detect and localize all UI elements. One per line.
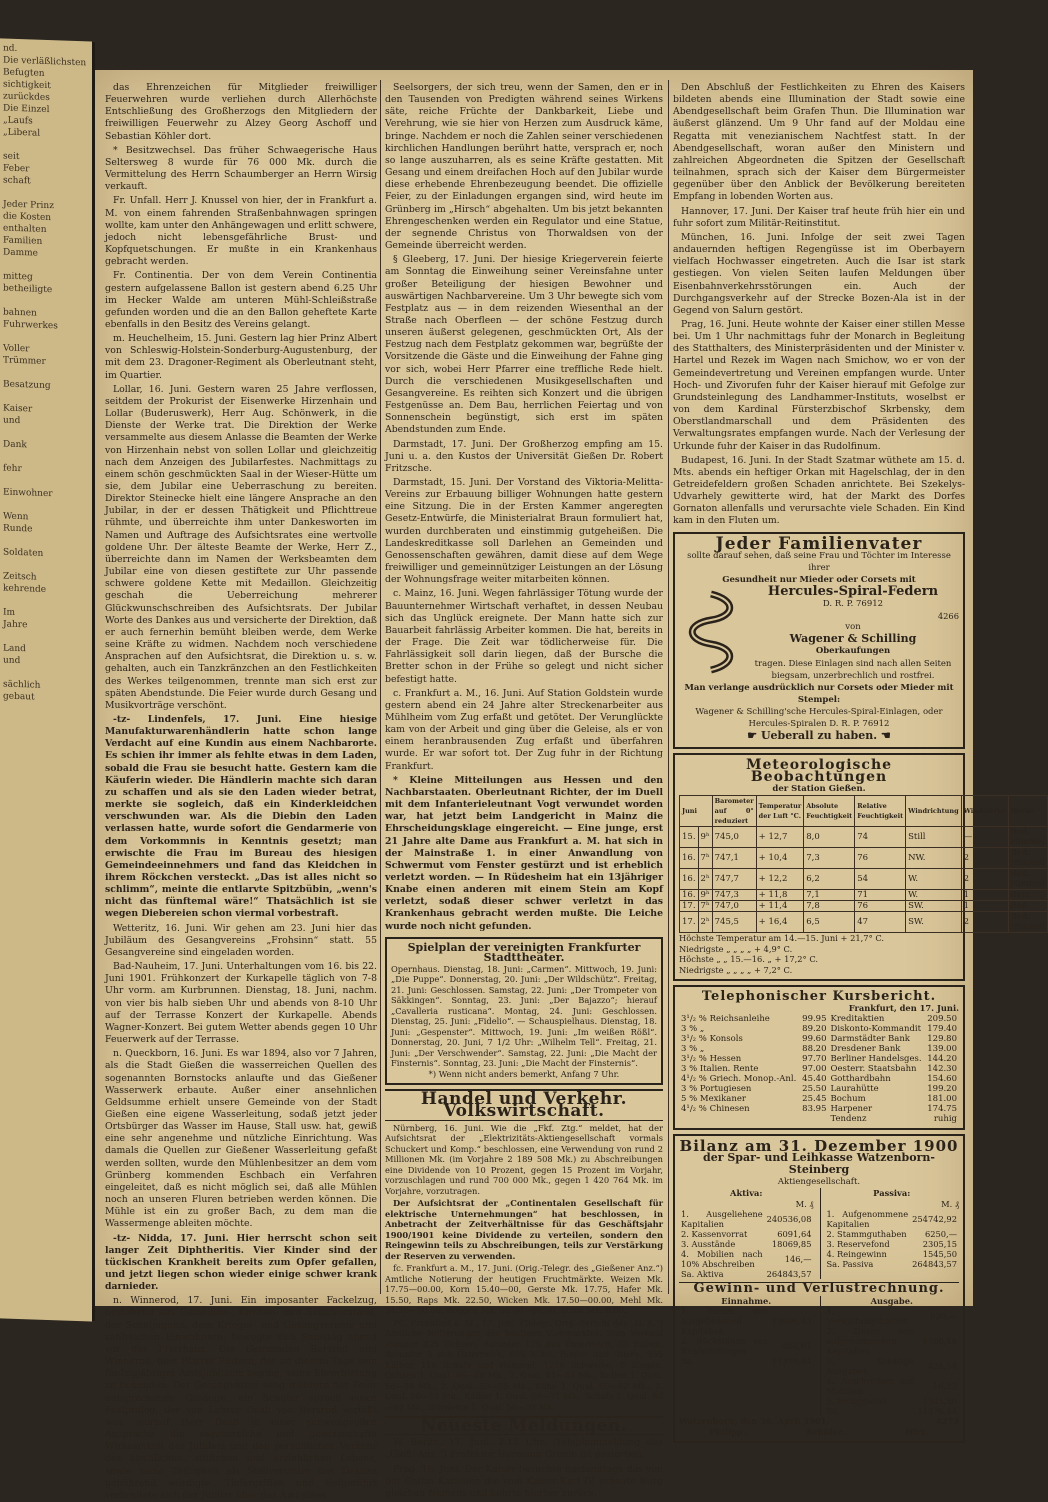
aktiva-column	[679, 1188, 814, 1279]
weather-cell: 747,0	[712, 901, 756, 912]
weather-row	[680, 848, 1048, 869]
passiva-amount: 2305,15	[922, 1239, 957, 1250]
weather-cell: 745,5	[712, 912, 756, 933]
column-rule	[380, 80, 381, 1294]
aktiva-row	[679, 1269, 814, 1279]
stock-name: 3 % „	[681, 1043, 705, 1054]
einnahme-row	[679, 1356, 814, 1366]
article-paragraph: Seelsorgers, der sich treu, wenn der Samen, den er in den Tausenden von Predigten während seines Wirkens säte, reiche Früchte der Dankbarkeit, Liebe und Verehrung, wie sie hier von Herzen zum Ausdruck käme, bringe. Nachdem er noch die Zahlen seiner verschiedenen kirchlichen Handlungen berührt hatte, versprach er, noch so lange auszuharren, als es seine Kräfte gestatten. Mit Gesang und einem dreifachen Hoch auf den Jubilar wurde diese erhebende Ehrenbezeugung beendet. Die offizielle Feier, zu der Einladungen ergangen sind, wird heute im Grünberg im „Hirsch“ abgehalten. Um bis jetzt bekannten Ehrengeschenken werden ein Regulator und eine Statue, der segnende Christus von Thorwaldsen von der Gemeinde überreicht werden.	[385, 82, 663, 252]
stock-value: 209.50	[927, 1013, 957, 1024]
stock-name: Bochum	[830, 1093, 866, 1104]
column-rule	[668, 80, 669, 1294]
ad-patent: D. R. P. 76912	[822, 599, 884, 610]
aktiva-row	[679, 1239, 814, 1249]
profit-loss-title: Gewinn- und Verlustrechnung.	[679, 1282, 959, 1295]
stock-value: 199.20	[927, 1083, 957, 1094]
article-paragraph: n. Winnerod, 17. Juni. Ein imposanter Fackelzug, bestehend aus Gemeinde-, Kirchen- und Schulvorstand, der Schuljugend, dem Krieger- und Gesangvereine und zahlreichen Einwohnern, bewegte sich Samstag abend vor das Pfarrhaus. Die Gemeinden Bersrod und Winnerod, dem Pfarrer Rüdsen, der an diesem Tage sein fünfzigjähriges Amtsjubiläum beging, seine Ehrerbietung zu bekunden. Der Gesangverein sang mehrere der Feier entsprechende Gesänge, ein Schüler sprach einen Festprolog, der von Lehrer Daab von Bersrod verfaßt war, worauf Herr Daab in einer schwungvollen Ansprache die segensreiche und gewissenhafte Wirksamkeit des Jubilars und den persönlichen Verkehr des kirchlichen, sittlichen und erziehlichen Lebens, sowie seine Thätigkeit als Stellvertreter des Dekans gebührend würdigte. Tiefergriffen und tiefgerührt verbreitete sich der Jubilar über das Amt eines	[105, 1295, 377, 1501]
weather-cell: W.	[906, 869, 962, 890]
weather-header-cell: Relative Feuchtigkeit	[855, 796, 906, 827]
weather-cell: NW.	[906, 848, 962, 869]
weather-cell: 8,0	[804, 827, 855, 848]
weather-row	[680, 869, 1048, 890]
weather-row	[680, 901, 1048, 912]
stock-name: 5 % Mexikaner	[681, 1093, 746, 1104]
aktiva-label: 1. Ausgeliehene Kapitalien	[681, 1209, 763, 1230]
trade-paragraph: FC. Frankfurt a. M., 17. Juni. (Telegr. Orig.-Bericht des „G. A.“) Amtliche Notierungen des heutigen Viehmarktes. Zum Verkauf standen 425 Ochsen, darunter 125 aus Österreich, 30 Bullen, darunter 5 aus Österreich, 605 Kühe, Rinder und Stiere, 355 Kälber, 118 Schafe und Hammel, 1226 Schweine, 0 Ziegen. Ochsen 1. Qual. 66—68 Mk., 2. Qual. 61—63 Mk., Bullen 1. Qual. 56—58 Mk., 2. Qual. 53—55 Mk., Kühe 1. Qual. 60—62 Mk., 2. Qual. 50—52 Mk., Kälber 1. Qual. 69—71 Mk., Schafe 1. Qual. 60—62 Mk., Schweine 1. Qual. 50—52 Mk.	[385, 1317, 663, 1412]
stock-value: 144.20	[927, 1053, 957, 1064]
stock-value: 142.30	[927, 1063, 957, 1074]
weather-cell: SW.	[906, 912, 962, 933]
news-section-title: Neueste Meldungen.	[385, 1416, 663, 1435]
weather-cell: 7ʰ	[698, 848, 712, 869]
einnahme-label: 1. Zinsen von ausgeliehenen Kapitalien	[681, 1306, 768, 1337]
stock-value: 139.00	[927, 1043, 957, 1054]
stock-row	[679, 1094, 959, 1104]
stock-name: Laurahütte	[830, 1083, 879, 1094]
weather-cell: 16.	[680, 869, 699, 890]
balance-subtitle: der Spar- und Leihkasse Watzenborn-Steinberg	[703, 1150, 935, 1177]
weather-cell: 2	[961, 912, 1008, 933]
ausgabe-label: 5. Reingewinn	[826, 1396, 887, 1407]
weather-cell: Bed. Himmel	[1008, 848, 1047, 869]
stock-value: 25.50	[802, 1083, 827, 1094]
weather-cell: 1	[961, 901, 1008, 912]
weather-cell: —	[961, 827, 1008, 848]
weather-row	[680, 912, 1048, 933]
passiva-label: 4. Reingewinn	[826, 1249, 887, 1260]
weather-cell: 9ʰ	[698, 827, 712, 848]
trade-section-title: Handel und Verkehr. Volkswirtschaft.	[385, 1089, 663, 1120]
weather-title: Meteorologische Beobachtungen	[745, 756, 893, 785]
weather-cell: + 12,7	[756, 827, 804, 848]
weather-header-cell: Juni	[680, 796, 713, 827]
ausgabe-row	[825, 1376, 960, 1396]
aktiva-label: Aktiva:	[730, 1188, 763, 1199]
ausgabe-label: Ausgabe.	[870, 1295, 913, 1306]
ausgabe-row	[825, 1406, 960, 1416]
theater-schedule-box	[385, 937, 663, 1086]
stock-value: 88.20	[802, 1043, 827, 1054]
stock-name: Tendenz	[830, 1113, 867, 1124]
weather-header-cell: Absolute Feuchtigkeit	[804, 796, 855, 827]
stock-name	[679, 1114, 800, 1124]
ausgabe-label: 4. Abschreiben auf Mobilien	[826, 1376, 914, 1397]
balance-number: 4273	[935, 1416, 959, 1427]
ausgabe-amount: 11370,44	[917, 1406, 957, 1417]
aktiva-amount: 6091,64	[777, 1229, 812, 1240]
weather-cell: 6,2	[804, 869, 855, 890]
profit-loss-columns	[679, 1296, 959, 1417]
article-paragraph: das Ehrenzeichen für Mitglieder freiwilliger Feuerwehren wurde verliehen durch Allerhöchste Entschließung des Großherzogs den Mitgliedern der freiwilligen Feuerwehr zu Alzey Georg Aschoff und Sebastian Köhler dort.	[105, 82, 377, 142]
stock-name: Harpener	[830, 1103, 873, 1114]
stock-value: 179.40	[927, 1023, 957, 1034]
balance-footer	[679, 1416, 959, 1427]
weather-cell: 745,0	[712, 827, 756, 848]
weather-extreme: Niedrigste „ „ „ „ + 4,9° C.	[679, 943, 793, 954]
ad-availability: ☛ Ueberall zu haben. ☚	[747, 729, 891, 743]
aktiva-amount: 146,—	[784, 1254, 812, 1265]
aktiva-amount: 264843,57	[766, 1269, 812, 1280]
einnahme-label: 2. Rückstände von Kaufschillingen	[681, 1336, 768, 1357]
stock-value: 99.95	[802, 1013, 827, 1024]
einnahme-label: Sa.	[681, 1356, 695, 1367]
stock-report-box	[673, 985, 965, 1130]
spring-icon	[681, 590, 741, 678]
stock-name: 3¹/₂ % Hessen	[681, 1053, 742, 1064]
stock-value: 45.40	[802, 1073, 827, 1084]
article-paragraph: -tz- Lindenfels, 17. Juni. Eine hiesige Manufakturwarenhändlerin hatte schon lange Verdacht auf eine Kundin aus einem Nachbarorte. Es schien ihr immer als fehlte etwas in dem Laden, sobald die Frau sie besucht hatte. Gestern kam die Käuferin wieder. Die Händlerin machte sich daran zu schaffen und als sie den Laden wieder betrat, merkte sie sogleich, daß ein Kinderkleidchen verschwunden war. Als die Diebin den Laden verlassen hatte, wurde sofort die Gendarmerie von dem Vorkommnis in Kenntnis gesetzt; man erwischte die Frau im Bureau des hiesigen Gemeindeeinnehmers und fand das Kleidchen in ihrem Röckchen versteckt. „Das ist alles nicht so schlimm“, meinte die entlarvte Spitzbübin, „wenn's nicht das fünftemal wäre!“ Thatsächlich ist sie wegen Diebereien schon viermal vorbestraft.	[105, 713, 377, 920]
ad-line: sollte darauf sehen, daß seine Frau und Töchter im Interesse ihrer	[687, 550, 951, 573]
article-paragraph: c. Mainz, 16. Juni. Wegen fahrlässiger Tötung wurde der Bauunternehmer Wirtschaft verhaftet, in dessen Neubau sich das Unglück ereignete. Der Mann hatte sich zur Bauarbeit fahrlässig Arbeiter kommen. Die hat, bereits in der Frage. Die Zeit war tödlicherweise für. Die Fahrlässigkeit soll darin liegen, daß der Bursche die Bretter schon in der Frühe so gelegt und nicht sicher befestigt hatte.	[385, 588, 663, 685]
stock-table	[679, 1014, 959, 1124]
stock-value: ruhig	[933, 1113, 957, 1124]
weather-cell: 54	[855, 869, 906, 890]
ausgabe-label: 3. Sonstige Ausgaben	[826, 1356, 914, 1377]
stock-name: Darmstädter Bank	[830, 1033, 910, 1044]
article-paragraph: -tz- Nidda, 17. Juni. Hier herrscht schon seit langer Zeit Diphtheritis. Vier Kinder sind der tückischen Krankheit bereits zum Opfer gefallen, und jetzt liegen schon wieder einige schwer krank darnieder.	[105, 1232, 377, 1293]
stock-row	[679, 1054, 959, 1064]
stock-name: Gotthardbahn	[830, 1073, 891, 1084]
passiva-row	[825, 1229, 960, 1239]
adjacent-page-text: nd. Die verläßlichsten Befugten sichtigkeit zurückdes Die Einzel „Laufs „Liberal seit Feber schaft Jeder Prinz die Kosten enthalten Familien Damme mitteg betheiligte bahnen Fuhrwerkes Voller Trümmer Besatzung Kaiser und Dank fehr Einwohner Wenn Runde Soldaten Zeitsch kehrende Im Jahre Land und sächlich gebaut	[3, 43, 87, 703]
aktiva-table	[679, 1209, 814, 1279]
einnahme-column	[679, 1296, 814, 1417]
stock-value: 89.20	[802, 1023, 827, 1034]
aktiva-row	[679, 1229, 814, 1239]
passiva-table	[825, 1209, 960, 1269]
ausgabe-label: 1. Verwaltungskosten	[826, 1306, 907, 1327]
aktiva-amount: 240536,08	[766, 1214, 812, 1225]
signature: Schäfer.	[806, 1426, 845, 1437]
column-1	[105, 82, 377, 1501]
stock-value: 174.75	[927, 1103, 957, 1114]
passiva-row	[825, 1259, 960, 1269]
ad-description: tragen. Diese Einlagen sind nach allen Seiten biegsam, unzerbrechlich und rostfrei.	[754, 658, 952, 681]
ad-warning: Man verlange ausdrücklich nur Corsets oder Mieder mit Stempel:	[684, 682, 954, 705]
weather-header-cell: Barometer auf 0° reduziert	[712, 796, 756, 827]
ad-vendor: Wagener & Schilling	[789, 632, 917, 646]
stock-value: 181.00	[927, 1093, 957, 1104]
stock-name: Oesterr. Staatsbahn	[830, 1063, 917, 1074]
trade-paragraph: Nürnberg, 16. Juni. Wie die „Fkf. Ztg.“ meldet, hat der Aufsichtsrat der „Elektrizitäts-Aktiengesellschaft vormals Schuckert und Komp.“ beschlossen, eine Verwendung von rund 2 Millionen Mk. (im Vorjahre 2 189 508 Mk.) zu Abschreibungen eine Dividende von 10 Prozent, gegen 15 Prozent im Vorjahr, vorzuschlagen und rund 700 000 Mk., gegen 1 420 764 Mk. im Vorjahre, vorzutragen.	[385, 1122, 663, 1196]
ad-line: Gesundheit nur Mieder oder Corsets mit	[722, 575, 916, 586]
article-paragraph: Budapest, 16. Juni. In der Stadt Szatmar wüthete am 15. d. Mts. abends ein heftiger Orkan mit Hagelschlag, der in den Getreidefeldern großen Schaden anrichtete. Bei Szekelys-Udvarhely gewitterte wird, hat der Markt des Dorfes Gornaton allenfalls und verursachte viele Schaden. Ein Kind kam in den Fluten um.	[673, 454, 965, 527]
balance-place-date: Watzenborn, den 26. April 1901.	[679, 1416, 830, 1427]
article-paragraph: * Kleine Mitteilungen aus Hessen und den Nachbarstaaten. Oberleutnant Richter, der im Duell mit dem Infanterieleutnant Vogt verwundet worden war, hat jetzt beim Landgericht in Mainz die Ehrscheidungsklage eingereicht. — Eine junge, erst 21 Jahre alte Dame aus Frankfurt a. M. hat sich in der Mainstraße 1. in einer Anwandlung von Schwermut vom Fenster gestürzt und ist erheblich verletzt worden. — In Rüdesheim hat ein 13jähriger Knabe einen anderen mit einem Stein am Kopf verletzt, sodaß dieser schwer verletzt in das Krankenhaus gebracht werden mußte. Die Leiche wurde noch nicht gefunden.	[385, 774, 663, 932]
weather-cell: 2	[961, 848, 1008, 869]
stock-name: 3¹/₂ % Konsols	[681, 1033, 743, 1044]
stock-value: 97.70	[802, 1053, 827, 1064]
stock-name: 4¹/₂ % Chinesen	[681, 1103, 750, 1114]
passiva-unit: M. ₰	[941, 1198, 959, 1209]
newspaper-page	[95, 70, 1045, 1501]
corset-advertisement	[673, 532, 965, 749]
ausgabe-label: 2. Zinsen von aufgenommenen Kapitalien	[826, 1326, 914, 1357]
ausgabe-amount: 620,—	[930, 1311, 957, 1322]
ausgabe-row	[825, 1396, 960, 1406]
ausgabe-amount: 428,54	[927, 1361, 957, 1372]
stock-row	[679, 1024, 959, 1034]
weather-cell: Bed. Himmel	[1008, 912, 1047, 933]
weather-cell: 7,8	[804, 901, 855, 912]
stock-value: 99.60	[802, 1033, 827, 1044]
weather-cell: 2ʰ	[698, 912, 712, 933]
stock-name: Kreditaktien	[830, 1013, 885, 1024]
stock-name: 3 % Portugiesen	[681, 1083, 752, 1094]
weather-cell: 7ʰ	[698, 901, 712, 912]
stock-name: Dresdener Bank	[830, 1043, 901, 1054]
weather-extreme: Höchste Temperatur am 14.—15. Juni + 21,7° C.	[679, 933, 885, 944]
stock-row	[679, 1084, 959, 1094]
ausgabe-row	[825, 1306, 960, 1326]
balance-signatures	[679, 1427, 959, 1438]
weather-cell: 1	[961, 890, 1008, 901]
article-paragraph: m. Heuchelheim, 15. Juni. Gestern lag hier Prinz Albert von Schleswig-Holstein-Sonderburg-Augustenburg, der mit dem 23. Dragoner-Regiment als Oberleutnant steht, im Quartier.	[105, 333, 377, 381]
weather-row	[680, 827, 1048, 848]
weather-cell: 71	[855, 890, 906, 901]
article-paragraph: Darmstadt, 15. Juni. Der Vorstand des Viktoria-Melitta-Vereins zur Erbauung billiger Wohnungen hatte gestern eine Sitzung. Die in der Ersten Kammer angeregten Gesetz-Entwürfe, die Ministerialrat Braun formuliert hat, wurden durchberaten und einstimmig gutgeheißen. Die Landeskreditkasse soll Darlehen an Gemeinden und Genossenschaften gewähren, damit diese auf dem Wege freiwilliger und gemeinnütziger Leistungen an der Lösung der Wohnungsfrage weiter mitarbeiten können.	[385, 477, 663, 586]
passiva-label: Sa. Passiva	[826, 1259, 874, 1270]
weather-table	[679, 795, 1048, 933]
weather-cell: Bed.	[1008, 901, 1047, 912]
passiva-label: 3. Reservefond	[826, 1239, 890, 1250]
weather-cell: Bed. Himmel	[1008, 869, 1047, 890]
passiva-label: 2. Stammguthaben	[826, 1229, 907, 1240]
weather-cell: 16.	[680, 848, 699, 869]
weather-cell: 2ʰ	[698, 869, 712, 890]
aktiva-row	[679, 1209, 814, 1229]
news-paragraph: W. Berlin, 17. Juni. 2.15 Uhr. (Telephonmeldung des „Gieß. Anz.“) Professor Hermann Grimm ist gestorben.	[385, 1437, 663, 1461]
article-paragraph: § Gleeberg, 17. Juni. Der hiesige Kriegerverein feierte am Sonntag die Einweihung seiner Vereinsfahne unter großer Beteiligung der hiesigen Bewohner und auswärtigen Nachbarvereine. Um 3 Uhr bewegte sich vom Festplatz aus — in dem reizenden Wiesenthal an der Straße nach Oberfleen — der schöne Festzug durch unseren äußerst gelegenen, geschmückten Ort, Als der Festzug nach dem Festplatz gekommen war, begrüßte der Vorsitzende die Gäste und die Einweihung der Fahne ging vor sich, wobei Herr Pfarrer eine treffliche Rede hielt. Durch die verschiedenen Musikgesellschaften und Gesangvereine. Es reihten sich Konzert und die übrigen Festgenüsse an. Dem Bau, herrlichen Feiertag und von Sonnenschein begünstigt, sich erst im späten Abendstunden zum Ende.	[385, 254, 663, 436]
article-paragraph: Lollar, 16. Juni. Gestern waren 25 Jahre verflossen, seitdem der Prokurist der Eisenwerke Hirzenhain und Lollar (Buderuswerk), Herr Aug. Schönwerk, in die Dienste der Werke trat. Die Direktion der Werke versammelte aus diesem Anlasse die Beamten der Werke von Hirzenhain nebst von sollen Lollar und gleichzeitig nach dem Anzeigen des Jubilarfestes. Nachmittags zu einem schön geschmückten Saal in der Wieser-Hütte um sie, dem Jubilar eine Ueberraschung zu bereiten. Direktor Steinecke hielt eine längere Ansprache an den Jubilar, in der er dessen Thätigkeit und Pflichttreue rühmte, und überreichte ihm unter Dankesworten im Namen und Auftrage des Aufsichtsrates eine wertvolle goldene Uhr. Der älteste Beamte der Werke, Herr Z., überreichte dann im Namen der Werksbeamten dem Jubilar eine von diesen gestiftete zur Uhr passende schwere goldene Kette mit Medaillon. Gleichzeitig geschah die Ueberreichung mehrerer Glückwunschschreiben des Aufsichtsrats. Der Jubilar Worte des Dankes aus und versicherte der Direktion, daß er auch fernerhin bemüht bleiben werde, dem Werke seine Kräfte zu widmen. Nachdem noch verschiedene Ansprachen auf den Aufsichtsrat, die Direktion u. s. w. gehalten, auch ein Tanzkränzchen an den Festlichkeiten des Werkes teilgenommen, trennte man sich erst zur späten Abendstunde. Die Feier wurde durch Gesang und Musikvorträge verschönt.	[105, 383, 377, 711]
passiva-label: 1. Aufgenommene Kapitalien	[826, 1209, 909, 1230]
passiva-amount: 264843,57	[912, 1259, 957, 1270]
passiva-row	[825, 1209, 960, 1229]
ad-brand: Hercules-Spiral-Federn	[767, 584, 939, 600]
balance-sheet-box	[673, 1134, 965, 1443]
passiva-column	[820, 1188, 960, 1279]
signature: Philipp.	[709, 1426, 746, 1437]
weather-header-cell: Temperatur der Luft °C.	[756, 796, 804, 827]
article-paragraph: n. Queckborn, 16. Juni. Es war 1894, also vor 7 Jahren, als die Stadt Gießen die wasserreichen Quellen des sogenannten Bornstocks anlaufte und das Gießener Wasserwerk erbaute. Außer einer ansehnlichen Geldsumme erhielt unsere Gemeinde von der Stadt Gießen eine eigene Wasserleitung, sodaß jetzt jeder Ortsbürger das Wasser im Hause, Stall usw. hat, gewiß eine sehr angenehme und nützliche Einrichtung. Was damals die Quellen zur Gießener Wasserleitung gefaßt werden sollten, wurde den Mühlenbesitzer an dem vom Grünberg kommenden Eschbach ein Verfahren eingeleitet, daß es nicht möglich sei, daß alle Mühlen noch an unseren Fluren betrieben werden können. Die Mühle ist ein zu großer Bach, zu dem man die Wassermenge ableiten möchte.	[105, 1048, 377, 1230]
article-paragraph: Wetteritz, 16. Juni. Wir gehen am 23. Juni hier das Jubiläum des Gesangvereins „Frohsinn“ statt. 55 Gesangvereine sind eingeladen worden.	[105, 922, 377, 958]
einnahme-row	[679, 1336, 814, 1356]
stock-row	[679, 1014, 959, 1024]
article-paragraph: Hannover, 17. Juni. Der Kaiser traf heute früh hier ein und fuhr sofort zum Militär-Reitinstitut.	[673, 205, 965, 229]
weather-header-cell: Windstärke	[961, 796, 1008, 827]
weather-cell: Bew.	[1008, 890, 1047, 901]
weather-box	[673, 753, 1045, 981]
balance-title: Bilanz am 31. Dezember 1900	[679, 1136, 959, 1155]
stock-row	[679, 1114, 959, 1124]
weather-cell: Still	[906, 827, 962, 848]
einnahme-amount: 464,01	[782, 1341, 812, 1352]
balance-subtitle-2: Aktiengesellschaft.	[777, 1177, 861, 1188]
ausgabe-amount: 8760,18	[922, 1336, 957, 1347]
stock-name: 3¹/₂ % Reichsanleihe	[681, 1013, 770, 1024]
weather-extreme: Höchste „ „ 15.—16. „ + 17,2° C.	[679, 954, 819, 965]
passiva-amount: 6250,—	[924, 1229, 957, 1240]
aktiva-label: Sa. Aktiva	[681, 1269, 724, 1280]
weather-cell: 74	[855, 827, 906, 848]
weather-cell: SW.	[906, 901, 962, 912]
article-paragraph: Fr. Unfall. Herr J. Knussel von hier, der in Frankfurt a. M. von einem fahrenden Straßenbahnwagen springen wollte, kam unter den Anhängewagen und erlitt schwere, jedoch nicht lebensgefährliche Brust- und Kopfquetschungen. Er mußte in ein Krankenhaus gebracht werden.	[105, 195, 377, 268]
stock-name: 3 % Italien. Rente	[681, 1063, 759, 1074]
weather-cell: 47	[855, 912, 906, 933]
aktiva-row	[679, 1249, 814, 1269]
weather-cell: 17.	[680, 912, 699, 933]
ausgabe-label: Sa.	[826, 1406, 840, 1417]
ad-vendor-prefix: von	[845, 622, 861, 633]
ausgabe-amount: 16,22	[933, 1381, 957, 1392]
ad-headline: Jeder Familienvater	[715, 533, 923, 554]
theater-text: Opernhaus. Dienstag, 18. Juni: „Carmen“. Mittwoch, 19. Juni: „Die Puppe“. Donnerstag, 20. Juni: „Der Wildschütz“. Freitag, 21. Juni: Geschlossen. Samstag, 22. Juni: „Der Trompeter von Säkkingen“. Sonntag, 23. Juni: „Der Bajazzo“; hierauf „Cavalleria rusticana“. Montag, 24. Juni: Geschlossen. Dienstag, 25. Juni: „Fidelio“. — Schauspielhaus. Dienstag, 18. Juni: „Gespenster“. Mittwoch, 19. Juni: „Im weißen Rößl“. Donnerstag, 20. Juni, 7 1/2 Uhr: „Wilhelm Tell“. Freitag, 21. Juni: „Der Verschwender“. Samstag, 22. Juni: „Die Macht der Finsternis“. Sonntag, 23. Juni: „Die Macht der Finsternis“.	[391, 963, 657, 1069]
einnahme-amount: 11370,44	[771, 1356, 812, 1367]
signature: Hirz.	[905, 1426, 929, 1437]
stock-value: 83.95	[802, 1103, 827, 1114]
weather-cell: + 11,4	[756, 901, 804, 912]
stock-row	[679, 1074, 959, 1084]
theater-note: *) Wenn nicht anders bemerkt, Anfang 7 Uhr.	[428, 1068, 620, 1079]
stock-name: 3 % „	[681, 1023, 705, 1034]
article-paragraph: Fr. Continentia. Der von dem Verein Continentia gestern aufgelassene Ballon ist gestern abend 6.25 Uhr im Hecker Walde am unteren Mühl-Schleißstraße gefunden worden und die an den Ballon geheftete Karte ebenfalls in den Besitz des Vereins gelangt.	[105, 270, 377, 330]
einnahme-table	[679, 1306, 814, 1366]
weather-cell: 6,5	[804, 912, 855, 933]
column-2	[385, 82, 663, 1499]
weather-cell: Bed. Himmel	[1008, 827, 1047, 848]
passiva-amount: 1545,50	[922, 1249, 957, 1260]
theater-title: Spielplan der vereinigten Frankfurter Stadttheater.	[407, 940, 641, 965]
stock-name: Berliner Handelsges.	[830, 1053, 922, 1064]
stock-row	[679, 1034, 959, 1044]
weather-cell: 747,1	[712, 848, 756, 869]
einnahme-row	[679, 1306, 814, 1336]
news-paragraph: Prag, 16. Juni. Der Kaiser besuchte nachmittags das von der Gattin Karlstein die vom Kaiser Karl IV. erbaute Burg gleichen Namens und kehrte hierher zurück.	[385, 1463, 663, 1499]
article-paragraph: Bad-Nauheim, 17. Juni. Unterhaltungen vom 16. bis 22. Juni 1901. Frühkonzert der Kurkapelle täglich von 7-8 Uhr vorm. am Kurbrunnen. Dienstag, 18. Juni, nachm. von vier bis halb sieben Uhr und abends von 8-10 Uhr auf der Terrasse Konzert der Kurkapelle. Abends Wagner-Konzert. Bei gutem Wetter abends gegen 10 Uhr Feuerwerk auf der Terrasse.	[105, 961, 377, 1046]
trade-paragraph: Der Aufsichtsrat der „Continentalen Gesellschaft für elektrische Unternehmungen“ hat beschlossen, in Anbetracht der Zeitverhältnisse für das Geschäftsjahr 1900/1901 keine Dividende zu verteilen, sondern den Reingewinn teils zu Abschreibungen, teils zur Verstärkung der Reserven zu verwenden.	[385, 1198, 663, 1261]
stock-name: Diskonto-Kommandit	[830, 1023, 922, 1034]
ausgabe-row	[825, 1356, 960, 1376]
article-paragraph: Darmstadt, 17. Juni. Der Großherzog empfing am 15. Juni u. a. den Kustos der Universität Gießen Dr. Robert Fritzsche.	[385, 438, 663, 474]
passiva-amount: 254742,92	[912, 1214, 957, 1225]
einnahme-amount: 10906,43	[771, 1316, 812, 1327]
aktiva-unit: M. ₰	[795, 1198, 814, 1209]
weather-cell: + 16,4	[756, 912, 804, 933]
aktiva-amount: 18069,85	[771, 1239, 812, 1250]
ausgabe-table	[825, 1306, 960, 1416]
weather-cell: + 12,2	[756, 869, 804, 890]
weather-cell: + 10,4	[756, 848, 804, 869]
weather-cell: 16.	[680, 890, 699, 901]
weather-cell: 9ʰ	[698, 890, 712, 901]
weather-cell: 76	[855, 901, 906, 912]
ad-stamp: Wagener & Schilling'sche Hercules-Spiral-Einlagen, oder Hercules-Spiralen D. R. P. 76912	[695, 707, 943, 730]
stock-value: 154.60	[927, 1073, 957, 1084]
stock-value: 97.00	[802, 1063, 827, 1074]
ad-place: Oberkaufungen	[815, 646, 891, 657]
passiva-row	[825, 1239, 960, 1249]
article-paragraph: München, 16. Juni. Infolge der seit zwei Tagen andauernden heftigen Regengüsse ist im Oberbayern vielfach Hochwasser eingetreten. Auch die Isar ist stark gestiegen. Von vielen Seiten laufen Meldungen über Eisenbahnverkehrsstörungen ein. Auch der Durchgangsverkehr auf der Strecke Bozen-Ala ist in der Gegend von Salurn gestört.	[673, 231, 965, 316]
aktiva-label: 4. Mobilien nach 10% Abschreiben	[681, 1249, 763, 1270]
article-paragraph: c. Frankfurt a. M., 16. Juni. Auf Station Goldstein wurde gestern abend ein 24 Jahre alter Streckenarbeiter aus Mühlheim vom Zug erfaßt und getötet. Der Verunglückte kam von der Arbeit und ging über die Geleise, als er von einem heranbrausenden Zug erfaßt und überfahren wurde. Er war sofort tot. Der Zug fuhr in der Richtung Frankfurt.	[385, 687, 663, 772]
weather-cell: 2	[961, 869, 1008, 890]
weather-row	[680, 890, 1048, 901]
passiva-row	[825, 1249, 960, 1259]
stock-row	[679, 1104, 959, 1114]
weather-header-cell: Windrichtung	[906, 796, 962, 827]
weather-cell: 15.	[680, 827, 699, 848]
aktiva-label: 2. Kassenvorrat	[681, 1229, 748, 1240]
ausgabe-amount: 1545,50	[922, 1396, 957, 1407]
stock-report-title: Telephonischer Kursbericht.	[701, 989, 937, 1005]
weather-subtitle: der Station Gießen.	[772, 783, 866, 794]
weather-cell: 747,7	[712, 869, 756, 890]
stock-name: 4¹/₂ % Griech. Monop.-Anl.	[681, 1073, 797, 1084]
stock-value	[800, 1114, 829, 1124]
weather-cell: 17.	[680, 901, 699, 912]
adjacent-page-fragment	[0, 38, 95, 1321]
column-3	[673, 82, 1045, 1437]
weather-cell: 76	[855, 848, 906, 869]
einnahme-label: Einnahme.	[721, 1295, 772, 1306]
stock-row	[679, 1064, 959, 1074]
stock-report-date: Frankfurt, den 17. Juni.	[848, 1003, 959, 1014]
ad-number: 4266	[937, 610, 959, 621]
ausgabe-column	[820, 1296, 960, 1417]
weather-cell: 747,3	[712, 890, 756, 901]
weather-extreme: Niedrigste „ „ „ „ + 7,2° C.	[679, 964, 793, 975]
ausgabe-row	[825, 1326, 960, 1356]
balance-columns	[679, 1188, 959, 1279]
weather-cell: 7,1	[804, 890, 855, 901]
stock-value: 129.80	[927, 1033, 957, 1044]
article-paragraph: Prag, 16. Juni. Heute wohnte der Kaiser einer stillen Messe bei. Um 1 Uhr nachmittags fuhr der Monarch in Begleitung des Statthalters, des Ministerpräsidenten und der Minister v. Hartel und Rezek im Wagen nach Smichow, wo er von der Gemeindevertretung und Vereinen empfangen wurde. Unter Hoch- und Zivorufen fuhr der Kaiser hierauf mit Gefolge zur Grundsteinlegung des Landhammer-Instituts, woselbst er von dem Kardinal Fürsterzbischof Skrbensky, dem Oberstlandmarschall und dem Präsidenten des Verwaltungsrates empfangen wurde. Nach der Verlesung der Urkunde fuhr der Kaiser in das Rudolfinum.	[673, 318, 965, 452]
article-paragraph: * Besitzwechsel. Das früher Schwaegerische Haus Seltersweg 8 wurde für 76 000 Mk. durch die Vermittelung des Herrn Schaumberger an Herrn Wirsig verkauft.	[105, 144, 377, 193]
weather-cell: W.	[906, 890, 962, 901]
weather-cell: 7,3	[804, 848, 855, 869]
weather-cell: + 11,8	[756, 890, 804, 901]
article-paragraph: Den Abschluß der Festlichkeiten zu Ehren des Kaisers bildeten abends eine Illumination der Stadt sowie eine Abendgesellschaft beim Grafen Thun. Die Illumination war äußerst glänzend. Um 9 Uhr fand auf der Moldau eine Regatta mit venezianischem Nachtfest statt. In der Abendgesellschaft, woran außer den Ministern und zahlreichen Abgeordneten die Spitzen der Gesellschaft teilnahmen, sprach sich der Kaiser dem Bürgermeister gegenüber über den Anblick der Bevölkerung bereiteten Empfang in lobenden Worten aus.	[673, 82, 965, 203]
stock-row	[679, 1044, 959, 1054]
aktiva-label: 3. Ausstände	[681, 1239, 736, 1250]
stock-value: 25.45	[802, 1093, 827, 1104]
trade-paragraph: fc. Frankfurt a. M., 17. Juni. (Orig.-Telegr. des „Gießener Anz.“) Amtliche Notierung der heutigen Fruchtmärkte. Weizen Mk. 17.75—00.00, Korn 15.40—00, Gerste Mk. 17.75, Hafer Mk. 15.50, Raps Mk. 22.50, Wicken Mk. 17.50—00.00, Mehl Mk. 24.50—00.00, Roggen Mk. 00.00—00.00, Stroh Mk. 0.00.	[385, 1263, 663, 1316]
weather-header-cell: Wetter	[1008, 796, 1047, 827]
passiva-label: Passiva:	[873, 1188, 911, 1199]
